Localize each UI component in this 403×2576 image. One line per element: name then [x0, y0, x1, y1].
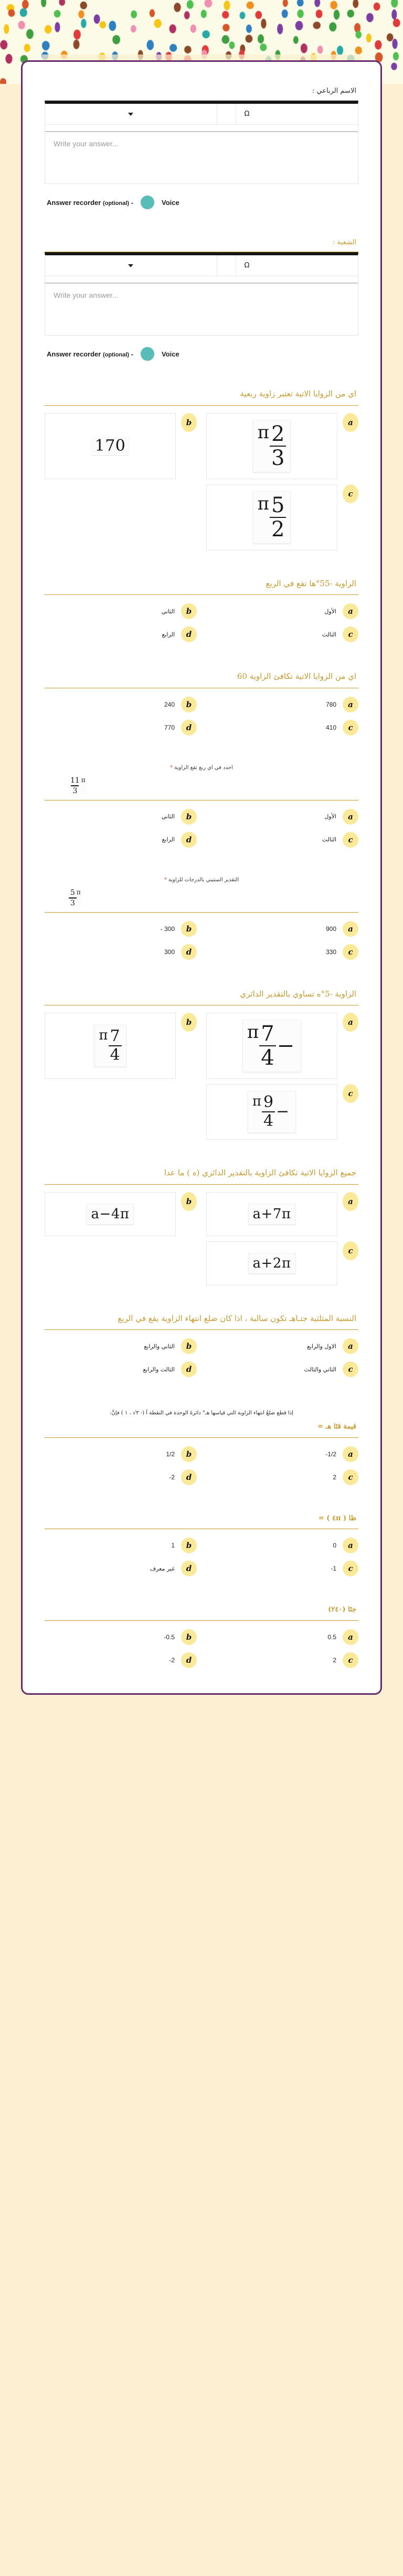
- pi-symbol: π: [252, 1094, 261, 1109]
- option-bullet-a[interactable]: a: [343, 1192, 358, 1211]
- recorder-optional-text: (optional): [102, 200, 130, 207]
- option-d[interactable]: [45, 943, 197, 961]
- question-q1: [45, 388, 358, 550]
- option-bullet-c[interactable]: c: [343, 1084, 358, 1103]
- question-q9: [45, 1405, 358, 1486]
- option-image-card[interactable]: [206, 413, 337, 479]
- option-bullet-d[interactable]: d: [181, 832, 197, 848]
- option-a[interactable]: [206, 920, 358, 938]
- pi-symbol: π: [257, 421, 269, 443]
- question-label: الاسم الرباعي :: [312, 87, 356, 95]
- option-d[interactable]: [45, 1468, 197, 1486]
- options-grid: [45, 1445, 358, 1486]
- question-q2: [45, 578, 358, 644]
- question-title: جميع الزوايا الاتية تكافئ الزاوية بالتقدير الدائري (ه ) ما عدا: [164, 1168, 356, 1177]
- math-expression: a+7π: [248, 1204, 296, 1225]
- math-expression: [92, 437, 129, 455]
- option-image-card[interactable]: [45, 413, 176, 479]
- question-title: الزاوية -55°ها تقع في الربع: [266, 578, 356, 588]
- option-image-card[interactable]: [206, 484, 337, 550]
- answer-recorder-row: [45, 347, 358, 361]
- question-q3: [45, 670, 358, 737]
- option-label: -1/2: [325, 1450, 336, 1458]
- math-expression: [248, 1091, 296, 1133]
- option-label: -2: [169, 1656, 175, 1664]
- toolbar-separator: [217, 104, 236, 124]
- option-bullet-c[interactable]: c: [343, 1469, 358, 1485]
- option-label: الاول والرابع: [307, 1343, 336, 1350]
- option-c[interactable]: [206, 1560, 358, 1577]
- option-label: الثالث والرابع: [143, 1366, 175, 1373]
- option-bullet-b[interactable]: b: [181, 1446, 197, 1462]
- option-bullet-c[interactable]: c: [343, 720, 358, 735]
- question-q6: [45, 988, 358, 1140]
- answer-input[interactable]: Write your answer...: [54, 139, 119, 148]
- option-b[interactable]: [45, 1013, 197, 1079]
- option-label: الأول: [324, 813, 336, 820]
- question-title: الزاوية -5°ه تساوي بالتقدير الدائري: [240, 989, 356, 999]
- option-bullet-b[interactable]: b: [181, 1013, 197, 1032]
- text-question-name: [45, 87, 358, 209]
- editor-toolbar: [45, 104, 358, 125]
- math-expression: [253, 420, 291, 472]
- divider: [45, 405, 358, 406]
- fraction-numerator: 9: [263, 1093, 274, 1111]
- option-d[interactable]: [45, 1560, 197, 1577]
- option-label: 900: [325, 925, 336, 933]
- question-label: الشعبة :: [333, 239, 356, 246]
- question-title: قيمة قتَا هـ =: [317, 1423, 356, 1431]
- option-label: 770: [164, 723, 175, 731]
- option-b[interactable]: [45, 808, 197, 826]
- options-grid: [45, 1536, 358, 1577]
- fraction: [259, 1023, 275, 1068]
- recorder-label: [47, 350, 133, 358]
- question-stem-figure: [45, 774, 358, 800]
- options-grid: [45, 920, 358, 961]
- math-expression: [69, 777, 86, 795]
- option-label: 330: [325, 948, 336, 956]
- fraction-denominator: 3: [270, 446, 286, 469]
- option-c[interactable]: [206, 625, 358, 643]
- pi-symbol: π: [99, 1027, 108, 1043]
- option-image-card[interactable]: [45, 1192, 176, 1236]
- options-grid: [45, 696, 358, 737]
- option-c[interactable]: [206, 1084, 358, 1140]
- option-a[interactable]: [206, 602, 358, 620]
- math-expression: [242, 1020, 301, 1072]
- recorder-dash: -: [131, 198, 134, 207]
- option-label: 240: [164, 700, 175, 708]
- option-bullet-c[interactable]: c: [343, 484, 358, 503]
- options-grid: [45, 1628, 358, 1669]
- divider: [45, 1184, 358, 1185]
- rich-text-editor[interactable]: [45, 101, 358, 184]
- option-b[interactable]: [45, 1536, 197, 1554]
- quiz-form-card: [21, 60, 382, 1695]
- text-question-section: [45, 239, 358, 361]
- question-q4: [45, 764, 358, 849]
- option-bullet-c[interactable]: c: [343, 1652, 358, 1668]
- option-c[interactable]: [206, 831, 358, 849]
- question-q11: [45, 1605, 358, 1669]
- option-b[interactable]: [45, 1628, 197, 1646]
- fraction-denominator: 2: [270, 517, 286, 540]
- option-b[interactable]: [45, 413, 197, 479]
- math-expression: a+2π: [248, 1253, 296, 1274]
- option-d[interactable]: [45, 1651, 197, 1669]
- option-image-card[interactable]: [206, 1192, 337, 1236]
- option-d[interactable]: [45, 719, 197, 737]
- option-label: الثالث: [322, 631, 336, 638]
- answer-input[interactable]: Write your answer...: [54, 291, 119, 299]
- fraction-denominator: 3: [71, 785, 79, 795]
- rich-text-editor[interactable]: [45, 252, 358, 335]
- math-expression: [69, 889, 81, 907]
- fraction-numerator: 2: [271, 421, 285, 446]
- toolbar-underline: [45, 276, 358, 284]
- option-bullet-a[interactable]: a: [343, 1629, 358, 1645]
- option-c[interactable]: [206, 1241, 358, 1285]
- question-title: اي من الزوايا الاتية تعتبر زاوية ربعية: [240, 389, 356, 398]
- option-bullet-a[interactable]: a: [343, 603, 358, 619]
- question-title: ظا ( ٤π ) =: [318, 1514, 356, 1522]
- option-c[interactable]: [206, 484, 358, 550]
- option-bullet-d[interactable]: d: [181, 720, 197, 735]
- options-grid: [45, 1337, 358, 1378]
- divider: [45, 594, 358, 595]
- option-a[interactable]: [206, 808, 358, 826]
- option-image-card[interactable]: [45, 1013, 176, 1079]
- option-a[interactable]: [206, 413, 358, 479]
- option-bullet-b[interactable]: b: [181, 1629, 197, 1645]
- options-grid: [45, 808, 358, 849]
- option-image-card[interactable]: [206, 1084, 337, 1140]
- option-d[interactable]: [45, 831, 197, 849]
- option-label: 2: [333, 1473, 336, 1481]
- option-a[interactable]: [206, 1445, 358, 1463]
- recorder-label-text: Answer recorder: [47, 350, 101, 358]
- fraction-numerator: 11: [70, 776, 80, 785]
- pi-symbol: π: [76, 888, 81, 896]
- fraction-denominator: 4: [109, 1045, 122, 1063]
- minus-sign: −: [276, 1102, 290, 1121]
- option-bullet-b[interactable]: b: [181, 413, 197, 432]
- option-bullet-c[interactable]: c: [343, 626, 358, 642]
- option-label: الرابع: [162, 631, 175, 638]
- fraction: [270, 495, 286, 540]
- editor-toolbar: [45, 255, 358, 276]
- option-bullet-d[interactable]: d: [181, 944, 197, 960]
- option-bullet-c[interactable]: c: [343, 944, 358, 960]
- option-label: 2: [333, 1656, 336, 1664]
- option-bullet-d[interactable]: d: [181, 626, 197, 642]
- options-grid: [45, 1013, 358, 1140]
- option-bullet-c[interactable]: c: [343, 1241, 358, 1260]
- option-c[interactable]: [206, 1468, 358, 1486]
- pi-symbol: π: [81, 776, 86, 784]
- option-a[interactable]: [206, 1536, 358, 1554]
- option-label: 0: [333, 1542, 336, 1549]
- question-q7: [45, 1167, 358, 1285]
- option-b[interactable]: [45, 920, 197, 938]
- option-bullet-d[interactable]: d: [181, 1361, 197, 1377]
- question-title: النسبة المثلثية جتـاهـ تكون سالبة ، اذا كان ضلع انتهاء الزاوية يقع في الربع: [118, 1313, 356, 1323]
- toolbar-separator: [217, 255, 236, 276]
- option-bullet-a[interactable]: a: [343, 1446, 358, 1462]
- fraction: [109, 1029, 122, 1063]
- divider: [45, 1620, 358, 1621]
- option-b[interactable]: [45, 1192, 197, 1236]
- option-c[interactable]: [206, 1651, 358, 1669]
- option-label: الثالث: [322, 836, 336, 843]
- option-bullet-b[interactable]: b: [181, 809, 197, 825]
- option-bullet-d[interactable]: d: [181, 1652, 197, 1668]
- option-label: غير معرف: [150, 1565, 175, 1572]
- option-bullet-c[interactable]: c: [343, 832, 358, 848]
- option-label: -1: [331, 1565, 336, 1572]
- fraction: [69, 889, 77, 907]
- minus-sign: −: [277, 1034, 295, 1058]
- question-q8: [45, 1313, 358, 1379]
- option-label: 1: [171, 1542, 175, 1549]
- omega-symbol-button[interactable]: Ω: [244, 110, 250, 118]
- question-q10: [45, 1513, 358, 1578]
- question-title: اي من الزوايا الاتية تكافئ الزاوية 60: [237, 672, 356, 681]
- option-label: الأول: [324, 608, 336, 615]
- option-bullet-b[interactable]: b: [181, 1538, 197, 1553]
- fraction-numerator: 7: [110, 1027, 120, 1045]
- voice-record-toggle[interactable]: [141, 347, 154, 361]
- option-image-card[interactable]: [206, 1241, 337, 1285]
- format-dropdown[interactable]: [45, 104, 217, 124]
- fraction: [262, 1095, 275, 1129]
- option-bullet-b[interactable]: b: [181, 921, 197, 937]
- fraction-numerator: 7: [261, 1022, 274, 1046]
- option-label: الثاني: [161, 608, 175, 615]
- option-c[interactable]: [206, 943, 358, 961]
- divider: [45, 912, 358, 913]
- option-label: -2: [169, 1473, 175, 1481]
- option-bullet-d[interactable]: d: [181, 1469, 197, 1485]
- multiple-choice-list: [45, 388, 358, 1669]
- divider: [45, 1437, 358, 1438]
- divider: [45, 1329, 358, 1330]
- option-label: -0.5: [164, 1633, 175, 1641]
- option-bullet-a[interactable]: a: [343, 1538, 358, 1553]
- voice-record-toggle[interactable]: [141, 196, 154, 209]
- math-expression: [253, 491, 291, 544]
- option-b[interactable]: [45, 602, 197, 620]
- option-label: الثاني والرابع: [144, 1343, 175, 1350]
- fraction-numerator: 5: [271, 493, 285, 517]
- fraction-denominator: 4: [259, 1045, 275, 1068]
- option-d[interactable]: [45, 1360, 197, 1378]
- option-b[interactable]: [45, 1337, 197, 1355]
- option-bullet-a[interactable]: a: [343, 1013, 358, 1032]
- recorder-dash: -: [131, 350, 134, 358]
- fraction-denominator: 3: [69, 897, 77, 907]
- option-bullet-a[interactable]: a: [343, 921, 358, 937]
- option-bullet-b[interactable]: b: [181, 603, 197, 619]
- math-expression: a−4π: [87, 1204, 134, 1225]
- question-q5: [45, 876, 358, 961]
- option-label: 410: [325, 723, 336, 731]
- fraction-numerator: 5: [70, 888, 75, 897]
- question-title: احدد في اي ربع تقع الزاوية *: [170, 764, 233, 771]
- question-prose: إذا قطع ضلعُ انتهاء الزاوية التي قياسها هـ° دائرةَ الوحدة في النقطة أ (- ٣√ ، ١ ) فإنَّ:: [110, 1410, 293, 1416]
- option-label: 1/2: [166, 1450, 175, 1458]
- option-label: الثاني: [161, 813, 175, 820]
- option-a[interactable]: [206, 1337, 358, 1355]
- option-b[interactable]: [45, 696, 197, 713]
- option-a[interactable]: [206, 1013, 358, 1079]
- math-number: 170: [92, 437, 129, 455]
- recorder-optional-text: (optional): [102, 351, 130, 358]
- option-label: 300: [164, 948, 175, 956]
- option-bullet-a[interactable]: a: [343, 809, 358, 825]
- option-bullet-c[interactable]: c: [343, 1561, 358, 1576]
- omega-symbol-button[interactable]: Ω: [244, 262, 250, 269]
- pi-symbol: π: [257, 493, 269, 514]
- toolbar-underline: [45, 125, 358, 132]
- option-label: 0.5: [327, 1633, 336, 1641]
- question-stem-figure: [45, 886, 358, 912]
- answer-recorder-row: [45, 196, 358, 209]
- required-marker: *: [170, 764, 175, 771]
- fraction: [270, 421, 286, 470]
- fraction-denominator: 4: [262, 1111, 275, 1129]
- voice-label: Voice: [162, 350, 179, 358]
- option-bullet-a[interactable]: a: [343, 697, 358, 712]
- required-marker: *: [164, 876, 168, 883]
- option-bullet-b[interactable]: b: [181, 1338, 197, 1354]
- option-bullet-b[interactable]: b: [181, 697, 197, 712]
- option-label: 780: [325, 700, 336, 708]
- options-grid: [45, 602, 358, 643]
- option-bullet-c[interactable]: c: [343, 1361, 358, 1377]
- options-grid: [45, 413, 358, 550]
- recorder-label-text: Answer recorder: [47, 198, 101, 207]
- option-bullet-d[interactable]: d: [181, 1561, 197, 1576]
- option-label: الثاني والثالث: [304, 1366, 336, 1373]
- option-bullet-a[interactable]: a: [343, 1338, 358, 1354]
- question-title: التقدير الستيني بالدرجات للزاوية *: [164, 876, 239, 883]
- chevron-down-icon: [128, 113, 133, 116]
- options-grid: [45, 1192, 358, 1285]
- fraction: [69, 777, 81, 795]
- pi-symbol: π: [247, 1022, 259, 1043]
- option-a[interactable]: [206, 1628, 358, 1646]
- option-label: - 300: [160, 925, 175, 933]
- option-d[interactable]: [45, 625, 197, 643]
- option-bullet-b[interactable]: b: [181, 1192, 197, 1211]
- format-dropdown[interactable]: [45, 255, 217, 276]
- option-b[interactable]: [45, 1445, 197, 1463]
- math-expression: [94, 1025, 126, 1067]
- voice-label: Voice: [162, 198, 179, 207]
- option-a[interactable]: [206, 696, 358, 713]
- recorder-label: [47, 199, 133, 207]
- option-a[interactable]: [206, 1192, 358, 1236]
- option-bullet-a[interactable]: a: [343, 413, 358, 432]
- question-title: جتَا (٢٤٠): [328, 1606, 356, 1614]
- option-label: الرابع: [162, 836, 175, 843]
- option-image-card[interactable]: [206, 1013, 337, 1079]
- option-c[interactable]: [206, 719, 358, 737]
- option-c[interactable]: [206, 1360, 358, 1378]
- chevron-down-icon: [128, 264, 133, 267]
